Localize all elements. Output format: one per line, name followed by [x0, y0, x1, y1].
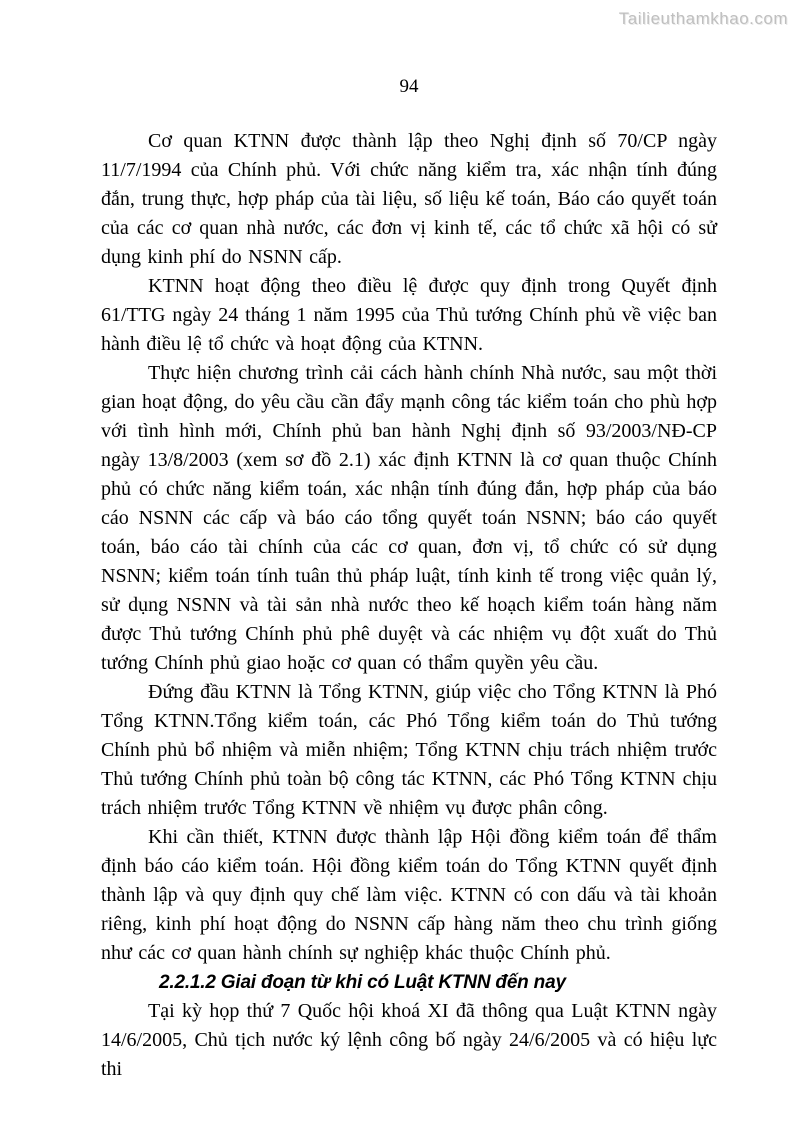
watermark-text: Tailieuthamkhao.com	[618, 9, 788, 28]
paragraph: Tại kỳ họp thứ 7 Quốc hội khoá XI đã thông qua Luật KTNN ngày 14/6/2005, Chủ tịch nước ký lệnh công bố ngày 24/6/2005 và có hiệu lực thi	[101, 1000, 717, 1080]
section-heading: 2.2.1.2 Giai đoạn từ khi có Luật KTNN đến nay	[159, 972, 566, 993]
page-number: 94	[399, 76, 419, 97]
paragraph: Khi cần thiết, KTNN được thành lập Hội đồng kiểm toán để thẩm định báo cáo kiểm toán. Hội đồng kiểm toán do Tổng KTNN quyết định thành lập và quy định quy chế làm việc. KTNN có con dấu và tài khoản riêng, kinh phí hoạt động do NSNN cấp hàng năm theo chu trình giống như các cơ quan hành chính sự nghiệp khác thuộc Chính phủ.	[101, 826, 717, 964]
paragraph: Thực hiện chương trình cải cách hành chính Nhà nước, sau một thời gian hoạt động, do yêu cầu cần đẩy mạnh công tác kiểm toán cho phù hợp với tình hình mới, Chính phủ ban hành Nghị định số 93/2003/NĐ-CP ngày 13/8/2003 (xem sơ đồ 2.1) xác định KTNN là cơ quan thuộc Chính phủ có chức năng kiểm toán, xác nhận tính đúng đắn, hợp pháp của báo cáo NSNN các cấp và báo cáo tổng quyết toán NSNN; báo cáo quyết toán, báo cáo tài chính của các cơ quan, đơn vị, tổ chức có sử dụng NSNN; kiểm toán tính tuân thủ pháp luật, tính kinh tế trong việc quản lý, sử dụng NSNN và tài sản nhà nước theo kế hoạch kiểm toán hàng năm được Thủ tướng Chính phủ phê duyệt và các nhiệm vụ đột xuất do Thủ tướng Chính phủ giao hoặc cơ quan có thẩm quyền yêu cầu.	[101, 362, 717, 674]
paragraph: Cơ quan KTNN được thành lập theo Nghị định số 70/CP ngày 11/7/1994 của Chính phủ. Với chức năng kiểm tra, xác nhận tính đúng đắn, trung thực, hợp pháp của tài liệu, số liệu kế toán, Báo cáo quyết toán của các cơ quan nhà nước, các đơn vị kinh tế, các tổ chức xã hội có sử dụng kinh phí do NSNN cấp.	[101, 130, 717, 268]
paragraph: KTNN hoạt động theo điều lệ được quy định trong Quyết định 61/TTG ngày 24 tháng 1 năm 1995 của Thủ tướng Chính phủ về việc ban hành điều lệ tổ chức và hoạt động của KTNN.	[101, 275, 717, 355]
document-body	[101, 127, 717, 1084]
paragraph: Đứng đầu KTNN là Tổng KTNN, giúp việc cho Tổng KTNN là Phó Tổng KTNN.Tổng kiểm toán, các Phó Tổng kiểm toán do Thủ tướng Chính phủ bổ nhiệm và miễn nhiệm; Tổng KTNN chịu trách nhiệm trước Thủ tướng Chính phủ toàn bộ công tác KTNN, các Phó Tổng KTNN chịu trách nhiệm trước Tổng KTNN về nhiệm vụ được phân công.	[101, 681, 717, 819]
